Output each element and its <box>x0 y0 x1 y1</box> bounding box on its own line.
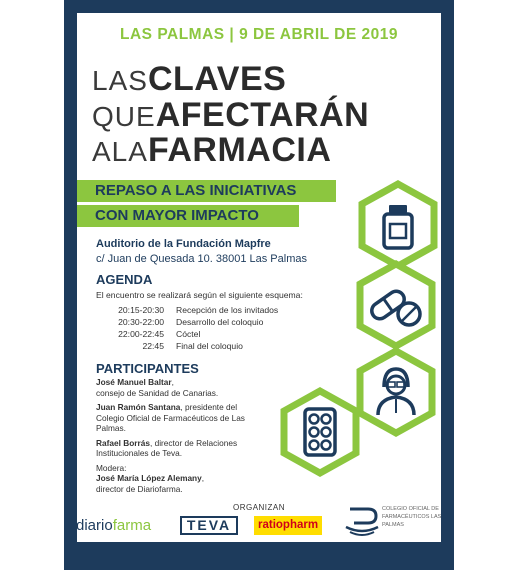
title-line-2 <box>92 98 369 134</box>
participants-heading: PARTICIPANTES <box>96 361 199 376</box>
venue-address: c/ Juan de Quesada 10. 38001 Las Palmas <box>96 253 307 265</box>
teva-logo: TEVA <box>180 516 238 535</box>
venue-block <box>96 237 307 267</box>
colegio-logo-text: COLEGIO OFICIAL DE FARMACÉUTICOS LAS PALMAS <box>382 506 442 528</box>
agenda-event: Final del coloquio <box>176 341 243 351</box>
registration-footer <box>64 545 454 570</box>
agenda-event: Desarrollo del coloquio <box>176 317 264 327</box>
moderator-label: Modera: <box>96 462 127 473</box>
medicine-bottle-icon <box>358 180 438 270</box>
participant-role: , presidente del Colegio Oficial de Farmacéuticos de Las Palmas. <box>96 402 245 433</box>
agenda-time: 22:00-22:45 <box>118 329 164 339</box>
registration-phone[interactable]: 605084684 <box>356 550 407 561</box>
ratiopharm-logo: ratiopharm <box>254 516 322 535</box>
diariofarma-logo <box>76 517 151 534</box>
agenda-event: Recepción de los invitados <box>176 305 279 315</box>
organizers-label: ORGANIZAN <box>232 503 286 512</box>
agenda-list <box>96 304 278 352</box>
title-thin-2: QUE <box>92 101 156 132</box>
colegio-logo-mark <box>344 503 380 537</box>
diariofarma-logo-a: diario <box>76 517 113 534</box>
participants-list <box>96 377 266 498</box>
diariofarma-logo-b: farma <box>112 517 152 534</box>
agenda-row <box>96 328 278 340</box>
agenda-time: 22:45 <box>142 341 164 351</box>
participant-name: Juan Ramón Santana <box>96 402 181 412</box>
title-bold-3: FARMACIA <box>147 131 332 169</box>
agenda-row <box>96 340 278 352</box>
registration-email[interactable]: coloquios@diariofarma.com <box>208 550 333 561</box>
agenda-event: Cóctel <box>176 329 201 339</box>
participant-name: José Manuel Baltar <box>96 377 172 387</box>
phone-icon: ✆ <box>345 550 355 561</box>
participant-name: José María López Alemany <box>96 473 202 483</box>
title-line-1 <box>92 62 286 98</box>
agenda-time: 20:30-22:00 <box>118 317 164 327</box>
participant-item <box>96 402 266 434</box>
participant-item <box>96 438 266 459</box>
venue-name: Auditorio de la Fundación Mapfre <box>96 238 271 250</box>
participant-item: José Manuel Baltar, consejo de Sanidad de Canarias. <box>96 377 219 398</box>
agenda-time: 20:15-20:30 <box>118 305 164 315</box>
title-line-3 <box>92 133 331 169</box>
subtitle-band-1: REPASO A LAS INICIATIVAS <box>77 180 336 202</box>
subtitle-band-2: CON MAYOR IMPACTO <box>77 205 299 227</box>
pharmacist-icon <box>356 347 436 437</box>
agenda-row <box>96 304 278 316</box>
participant-role: director de Diariofarma. <box>96 483 183 494</box>
title-bold-2: AFECTARÁN <box>155 96 370 134</box>
agenda-intro: El encuentro se realizará según el siguiente esquema: <box>96 290 303 300</box>
email-icon: ✉ <box>196 550 206 561</box>
title-bold-1: CLAVES <box>147 60 287 98</box>
agenda-heading: AGENDA <box>96 272 153 287</box>
registration-label: Inscripciones en <box>111 550 184 561</box>
moderator-item: Modera: José María López Alemany, director de Diariofarma. <box>96 462 205 494</box>
agenda-row <box>96 316 278 328</box>
event-date-location: LAS PALMAS | 9 DE ABRIL DE 2019 <box>120 26 398 43</box>
participant-role: consejo de Sanidad de Canarias. <box>96 387 219 398</box>
participant-name: Rafael Borrás <box>96 437 150 448</box>
participant-role: , director de Relaciones Institucionales de Teva. <box>96 437 238 458</box>
title-thin-3: ALA <box>92 136 148 167</box>
pills-icon <box>356 260 436 350</box>
title-thin-1: LAS <box>92 65 148 96</box>
blister-pack-icon <box>280 387 360 477</box>
